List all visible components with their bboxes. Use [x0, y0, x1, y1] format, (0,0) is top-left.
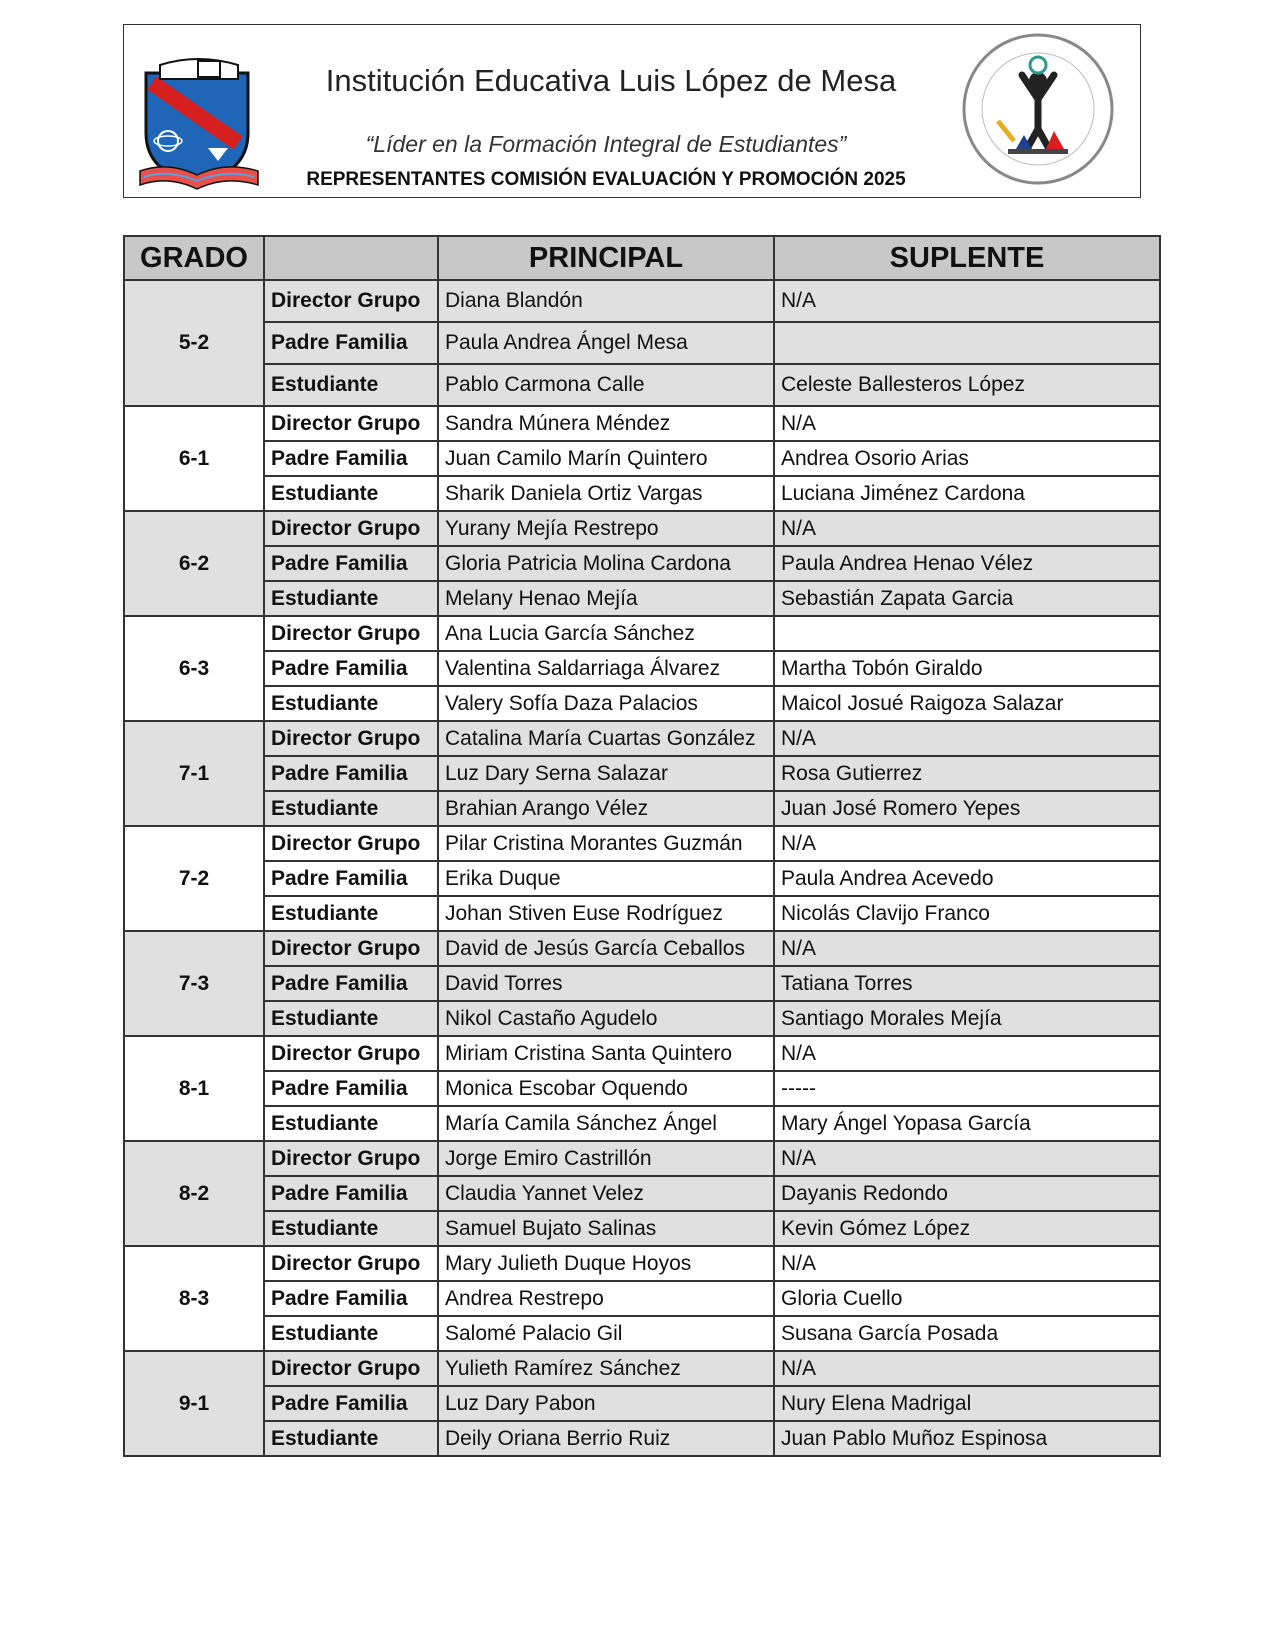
- table-row: [124, 1036, 1160, 1071]
- grade-cell: 6-1: [124, 406, 264, 511]
- suplente-cell: Andrea Osorio Arias: [774, 441, 1160, 476]
- principal-cell: Samuel Bujato Salinas: [438, 1211, 774, 1246]
- principal-cell: Andrea Restrepo: [438, 1281, 774, 1316]
- column-header-principal: PRINCIPAL: [438, 236, 774, 280]
- suplente-cell: Juan Pablo Muñoz Espinosa: [774, 1421, 1160, 1456]
- principal-cell: Johan Stiven Euse Rodríguez: [438, 896, 774, 931]
- suplente-cell: Tatiana Torres: [774, 966, 1160, 1001]
- suplente-cell: N/A: [774, 1246, 1160, 1281]
- role-cell: Padre Familia: [264, 756, 438, 791]
- principal-cell: Salomé Palacio Gil: [438, 1316, 774, 1351]
- grade-group: [124, 1246, 1160, 1351]
- role-cell: Director Grupo: [264, 1141, 438, 1176]
- table-row: [124, 1211, 1160, 1246]
- principal-cell: Catalina María Cuartas González: [438, 721, 774, 756]
- principal-cell: David de Jesús García Ceballos: [438, 931, 774, 966]
- principal-cell: Melany Henao Mejía: [438, 581, 774, 616]
- table-row: [124, 1106, 1160, 1141]
- suplente-cell: Gloria Cuello: [774, 1281, 1160, 1316]
- table-row: [124, 651, 1160, 686]
- suplente-cell: Luciana Jiménez Cardona: [774, 476, 1160, 511]
- principal-cell: Paula Andrea Ángel Mesa: [438, 322, 774, 364]
- role-cell: Padre Familia: [264, 441, 438, 476]
- table-row: [124, 1071, 1160, 1106]
- table-row: [124, 896, 1160, 931]
- institution-seal-logo: [958, 29, 1118, 189]
- role-cell: Padre Familia: [264, 1071, 438, 1106]
- table-row: [124, 441, 1160, 476]
- table-row: [124, 931, 1160, 966]
- grade-group: [124, 721, 1160, 826]
- principal-cell: Claudia Yannet Velez: [438, 1176, 774, 1211]
- table-row: [124, 1246, 1160, 1281]
- role-cell: Estudiante: [264, 364, 438, 406]
- grade-cell: 6-3: [124, 616, 264, 721]
- suplente-cell: Nicolás Clavijo Franco: [774, 896, 1160, 931]
- column-header-role: [264, 236, 438, 280]
- suplente-cell: N/A: [774, 721, 1160, 756]
- table-row: [124, 280, 1160, 322]
- role-cell: Estudiante: [264, 1421, 438, 1456]
- principal-cell: Sharik Daniela Ortiz Vargas: [438, 476, 774, 511]
- grade-cell: 9-1: [124, 1351, 264, 1456]
- column-header-suplente: SUPLENTE: [774, 236, 1160, 280]
- suplente-cell: N/A: [774, 1036, 1160, 1071]
- role-cell: Padre Familia: [264, 322, 438, 364]
- table-row: [124, 1421, 1160, 1456]
- principal-cell: Ana Lucia García Sánchez: [438, 616, 774, 651]
- suplente-cell: Martha Tobón Giraldo: [774, 651, 1160, 686]
- grade-group: [124, 616, 1160, 721]
- grade-cell: 7-1: [124, 721, 264, 826]
- table-row: [124, 791, 1160, 826]
- suplente-cell: N/A: [774, 280, 1160, 322]
- role-cell: Director Grupo: [264, 280, 438, 322]
- grade-cell: 7-2: [124, 826, 264, 931]
- suplente-cell: Nury Elena Madrigal: [774, 1386, 1160, 1421]
- suplente-cell: Sebastián Zapata Garcia: [774, 581, 1160, 616]
- role-cell: Director Grupo: [264, 931, 438, 966]
- principal-cell: Luz Dary Serna Salazar: [438, 756, 774, 791]
- suplente-cell: Santiago Morales Mejía: [774, 1001, 1160, 1036]
- suplente-cell: Susana García Posada: [774, 1316, 1160, 1351]
- role-cell: Estudiante: [264, 1001, 438, 1036]
- document-header: [123, 24, 1141, 198]
- suplente-cell: -----: [774, 1071, 1160, 1106]
- role-cell: Estudiante: [264, 1211, 438, 1246]
- principal-cell: Nikol Castaño Agudelo: [438, 1001, 774, 1036]
- suplente-cell: Dayanis Redondo: [774, 1176, 1160, 1211]
- principal-cell: Yurany Mejía Restrepo: [438, 511, 774, 546]
- grade-group: [124, 1036, 1160, 1141]
- table-row: [124, 364, 1160, 406]
- grade-group: [124, 1141, 1160, 1246]
- suplente-cell: Paula Andrea Acevedo: [774, 861, 1160, 896]
- suplente-cell: N/A: [774, 511, 1160, 546]
- principal-cell: Yulieth Ramírez Sánchez: [438, 1351, 774, 1386]
- principal-cell: María Camila Sánchez Ángel: [438, 1106, 774, 1141]
- principal-cell: Valery Sofía Daza Palacios: [438, 686, 774, 721]
- principal-cell: David Torres: [438, 966, 774, 1001]
- role-cell: Director Grupo: [264, 826, 438, 861]
- grade-cell: 8-3: [124, 1246, 264, 1351]
- grade-cell: 7-3: [124, 931, 264, 1036]
- grade-group: [124, 511, 1160, 616]
- role-cell: Padre Familia: [264, 546, 438, 581]
- suplente-cell: Rosa Gutierrez: [774, 756, 1160, 791]
- principal-cell: Sandra Múnera Méndez: [438, 406, 774, 441]
- suplente-cell: [774, 322, 1160, 364]
- table-row: [124, 861, 1160, 896]
- table-row: [124, 616, 1160, 651]
- grade-cell: 6-2: [124, 511, 264, 616]
- principal-cell: Valentina Saldarriaga Álvarez: [438, 651, 774, 686]
- role-cell: Director Grupo: [264, 721, 438, 756]
- table-row: [124, 1141, 1160, 1176]
- principal-cell: Mary Julieth Duque Hoyos: [438, 1246, 774, 1281]
- role-cell: Director Grupo: [264, 511, 438, 546]
- principal-cell: Brahian Arango Vélez: [438, 791, 774, 826]
- suplente-cell: Kevin Gómez López: [774, 1211, 1160, 1246]
- principal-cell: Gloria Patricia Molina Cardona: [438, 546, 774, 581]
- role-cell: Estudiante: [264, 1316, 438, 1351]
- suplente-cell: Celeste Ballesteros López: [774, 364, 1160, 406]
- role-cell: Estudiante: [264, 1106, 438, 1141]
- table-row: [124, 1386, 1160, 1421]
- table-row: [124, 1316, 1160, 1351]
- grade-group: [124, 1351, 1160, 1456]
- role-cell: Padre Familia: [264, 651, 438, 686]
- principal-cell: Deily Oriana Berrio Ruiz: [438, 1421, 774, 1456]
- suplente-cell: Mary Ángel Yopasa García: [774, 1106, 1160, 1141]
- table-row: [124, 476, 1160, 511]
- role-cell: Director Grupo: [264, 1351, 438, 1386]
- role-cell: Estudiante: [264, 686, 438, 721]
- principal-cell: Pablo Carmona Calle: [438, 364, 774, 406]
- suplente-cell: N/A: [774, 826, 1160, 861]
- principal-cell: Erika Duque: [438, 861, 774, 896]
- suplente-cell: Maicol Josué Raigoza Salazar: [774, 686, 1160, 721]
- table-row: [124, 581, 1160, 616]
- role-cell: Director Grupo: [264, 406, 438, 441]
- suplente-cell: N/A: [774, 1141, 1160, 1176]
- suplente-cell: Paula Andrea Henao Vélez: [774, 546, 1160, 581]
- role-cell: Padre Familia: [264, 966, 438, 1001]
- document-subtitle: REPRESENTANTES COMISIÓN EVALUACIÓN Y PROMOCIÓN 2025: [306, 169, 906, 190]
- grade-cell: 5-2: [124, 280, 264, 406]
- table-row: [124, 1176, 1160, 1211]
- grade-cell: 8-1: [124, 1036, 264, 1141]
- role-cell: Director Grupo: [264, 1036, 438, 1071]
- table-row: [124, 1281, 1160, 1316]
- commission-representatives-table: [123, 235, 1161, 1457]
- principal-cell: Luz Dary Pabon: [438, 1386, 774, 1421]
- role-cell: Estudiante: [264, 476, 438, 511]
- column-header-grado: GRADO: [124, 236, 264, 280]
- role-cell: Estudiante: [264, 791, 438, 826]
- role-cell: Director Grupo: [264, 616, 438, 651]
- table-row: [124, 511, 1160, 546]
- grade-group: [124, 406, 1160, 511]
- institution-motto: “Líder en la Formación Integral de Estudiantes”: [365, 131, 847, 157]
- suplente-cell: Juan José Romero Yepes: [774, 791, 1160, 826]
- principal-cell: Jorge Emiro Castrillón: [438, 1141, 774, 1176]
- principal-cell: Juan Camilo Marín Quintero: [438, 441, 774, 476]
- table-row: [124, 1351, 1160, 1386]
- role-cell: Padre Familia: [264, 1281, 438, 1316]
- grade-group: [124, 826, 1160, 931]
- table-row: [124, 721, 1160, 756]
- principal-cell: Pilar Cristina Morantes Guzmán: [438, 826, 774, 861]
- grade-cell: 8-2: [124, 1141, 264, 1246]
- suplente-cell: N/A: [774, 1351, 1160, 1386]
- table-row: [124, 826, 1160, 861]
- table-header-row: [124, 236, 1160, 280]
- suplente-cell: N/A: [774, 406, 1160, 441]
- principal-cell: Diana Blandón: [438, 280, 774, 322]
- role-cell: Director Grupo: [264, 1246, 438, 1281]
- grade-group: [124, 280, 1160, 406]
- role-cell: Padre Familia: [264, 861, 438, 896]
- suplente-cell: [774, 616, 1160, 651]
- table-row: [124, 756, 1160, 791]
- role-cell: Estudiante: [264, 581, 438, 616]
- role-cell: Estudiante: [264, 896, 438, 931]
- table-row: [124, 1001, 1160, 1036]
- principal-cell: Monica Escobar Oquendo: [438, 1071, 774, 1106]
- role-cell: Padre Familia: [264, 1386, 438, 1421]
- table-row: [124, 686, 1160, 721]
- grade-group: [124, 931, 1160, 1036]
- institution-title: Institución Educativa Luis López de Mesa: [325, 63, 897, 98]
- principal-cell: Miriam Cristina Santa Quintero: [438, 1036, 774, 1071]
- table-row: [124, 966, 1160, 1001]
- role-cell: Padre Familia: [264, 1176, 438, 1211]
- table-row: [124, 546, 1160, 581]
- table-row: [124, 322, 1160, 364]
- table-row: [124, 406, 1160, 441]
- suplente-cell: N/A: [774, 931, 1160, 966]
